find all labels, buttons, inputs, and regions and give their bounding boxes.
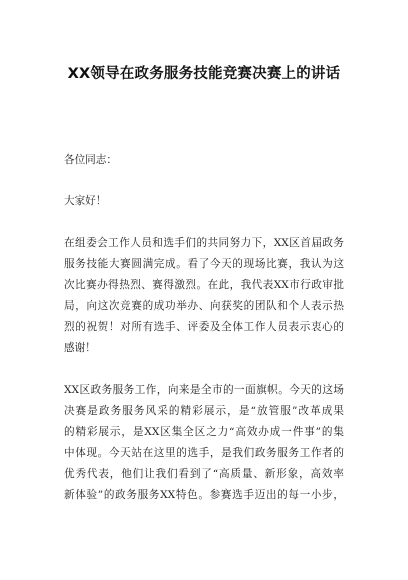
paragraph-1-line: 烈的祝贺！对所有选手、评委及全体工作人员表示衷心的 bbox=[64, 321, 344, 333]
paragraph-1-line: 服务技能大赛圆满完成。看了今天的现场比赛，我认为这 bbox=[64, 258, 344, 270]
paragraph-2-line: 优秀代表，他们让我们看到了“高质量、新形象，高效率 bbox=[64, 468, 344, 480]
paragraph-2-line: 的精彩展示，是XX区集全区之力“高效办成一件事”的集 bbox=[64, 426, 344, 438]
salutation: 各位同志： bbox=[64, 154, 117, 166]
paragraph-2-line: 新体验”的政务服务XX特色。参赛选手迈出的每一小步， bbox=[64, 489, 344, 501]
paragraph-2-line: 中体现。今天站在这里的选手，是我们政务服务工作者的 bbox=[64, 447, 344, 459]
paragraph-1-line: 局，向这次竞赛的成功举办、向获奖的团队和个人表示热 bbox=[64, 300, 344, 312]
document-title: XX领导在政务服务技能竞赛决赛上的讲话 bbox=[67, 66, 341, 82]
paragraph-1-line: 感谢！ bbox=[64, 342, 96, 354]
paragraph-2-line: XX区政务服务工作，向来是全市的一面旗帜。今天的这场 bbox=[64, 384, 344, 396]
greeting: 大家好！ bbox=[64, 195, 107, 207]
paragraph-2-line: 决赛是政务服务风采的精彩展示，是“放管服”改革成果 bbox=[64, 405, 344, 417]
paragraph-1-line: 在组委会工作人员和选手们的共同努力下，XX区首届政务 bbox=[64, 237, 344, 249]
paragraph-1-line: 次比赛办得热烈、赛得激烈。在此，我代表XX市行政审批 bbox=[64, 279, 344, 291]
